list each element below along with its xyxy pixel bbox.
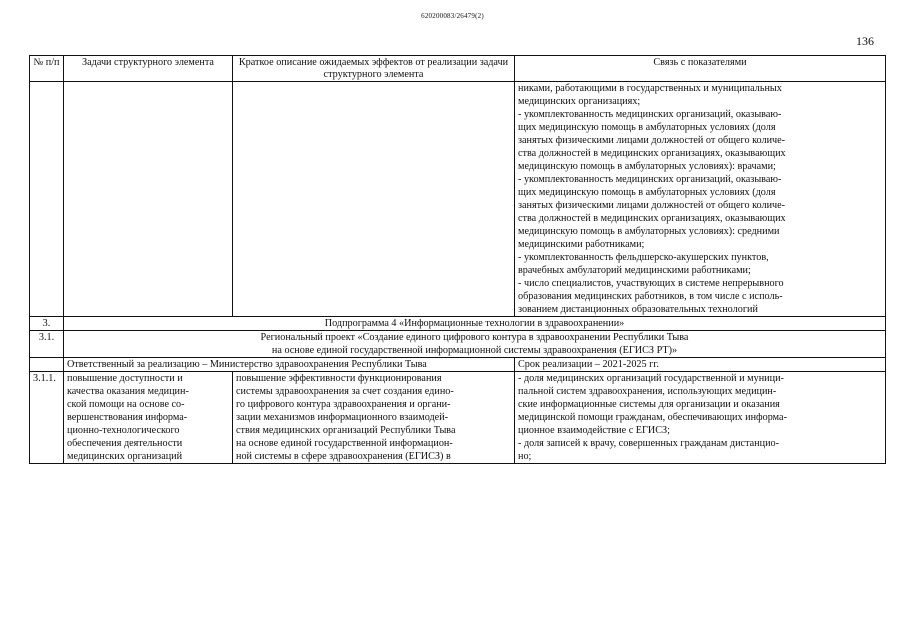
header-link: Связь с показателями <box>515 56 886 82</box>
text-line: ства должностей в медицинских организациях, оказывающих <box>518 148 786 159</box>
header-row <box>30 56 886 82</box>
document-id: 620200083/26479(2) <box>421 12 484 20</box>
text-line: - укомплектованность медицинских организаций, оказываю- <box>518 174 782 185</box>
text-line: медицинскую помощь в амбулаторных условиях): средними <box>518 226 780 237</box>
text-line: - доля записей к врачу, совершенных гражданам дистанцио- <box>518 438 780 449</box>
text-line: зованием дистанционных образовательных технологий <box>518 304 758 315</box>
text-line: ские информационные системы для организации и оказания <box>518 399 780 410</box>
effect-cell <box>233 372 515 464</box>
text-line: ской помощи на основе со- <box>67 399 185 410</box>
text-line: повышение доступности и <box>67 373 183 384</box>
continued-num-cell <box>30 82 64 317</box>
text-line: вершенствования информа- <box>67 412 188 423</box>
text-line: зации механизмов информационного взаимодей- <box>236 412 449 423</box>
text-line: го цифрового контура здравоохранения и органи- <box>236 399 451 410</box>
text-line: Региональный проект «Создание единого цифрового контура в здравоохранении Республики Тыва <box>260 332 689 343</box>
text-line: ционно-технологического <box>67 425 180 436</box>
responsible-num-cell <box>30 358 64 372</box>
subprogram-num: 3. <box>30 317 64 331</box>
text-line: ства должностей в медицинских организациях, оказывающих <box>518 213 786 224</box>
program-table <box>29 55 886 464</box>
text-line: никами, работающими в государственных и муниципальных <box>518 83 782 94</box>
page-number: 136 <box>856 34 874 48</box>
text-line: медицинских организациях; <box>518 96 641 107</box>
text-line: ствия медицинских организаций Республики Тыва <box>236 425 456 436</box>
text-line: системы здравоохранения за счет создания едино- <box>236 386 454 397</box>
text-line: - число специалистов, участвующих в системе непрерывного <box>518 278 784 289</box>
text-line: образования медицинских работников, в том числе с исполь- <box>518 291 783 302</box>
text-line: пальной систем здравоохранения, использующих медицин- <box>518 386 777 397</box>
text-line: но; <box>518 451 532 462</box>
text-line: медицинскую помощь в амбулаторных условиях): врачами; <box>518 161 776 172</box>
continued-link-cell <box>515 82 886 317</box>
text-line: качества оказания медицин- <box>67 386 189 397</box>
subprogram-title: Подпрограмма 4 «Информационные технологии в здравоохранении» <box>64 317 886 331</box>
task-num: 3.1.1. <box>30 372 64 464</box>
task-cell <box>64 372 233 464</box>
project-title <box>64 331 886 358</box>
text-line: ционное взаимодействие с ЕГИСЗ; <box>518 425 670 436</box>
project-row <box>30 331 886 358</box>
header-effects: Краткое описание ожидаемых эффектов от реализации задачи структурного элемента <box>233 56 515 82</box>
project-num: 3.1. <box>30 331 64 358</box>
text-line: - укомплектованность фельдшерско-акушерских пунктов, <box>518 252 769 263</box>
continued-effect-cell <box>233 82 515 317</box>
text-line: врачебных амбулаторий медицинскими работниками; <box>518 265 751 276</box>
responsible-text: Ответственный за реализацию – Министерство здравоохранения Республики Тыва <box>64 358 515 372</box>
header-num: № п/п <box>30 56 64 82</box>
text-line: медицинских организаций <box>67 451 183 462</box>
text-line: - укомплектованность медицинских организаций, оказываю- <box>518 109 782 120</box>
task-row <box>30 372 886 464</box>
text-line: медицинской помощи гражданам, обеспечивающих информа- <box>518 412 787 423</box>
text-line: щих медицинскую помощь в амбулаторных условиях (доля <box>518 187 776 198</box>
term-text: Срок реализации – 2021-2025 гг. <box>515 358 886 372</box>
text-line: на основе единой государственной информационной системы здравоохранения (ЕГИСЗ РТ)» <box>271 345 678 356</box>
text-line: на основе единой государственной информацион- <box>236 438 453 449</box>
continued-task-cell <box>64 82 233 317</box>
text-line: ной системы в сфере здравоохранения (ЕГИСЗ) в <box>236 451 451 462</box>
text-line: медицинскими работниками; <box>518 239 645 250</box>
text-line: щих медицинскую помощь в амбулаторных условиях (доля <box>518 122 776 133</box>
link-cell <box>515 372 886 464</box>
text-line: обеспечения деятельности <box>67 438 183 449</box>
text-line: повышение эффективности функционирования <box>236 373 442 384</box>
text-line: занятых физическими лицами должностей от общего количе- <box>518 200 786 211</box>
text-line: занятых физическими лицами должностей от общего количе- <box>518 135 786 146</box>
header-tasks: Задачи структурного элемента <box>64 56 233 82</box>
subprogram-row <box>30 317 886 331</box>
text-line: - доля медицинских организаций государственной и муници- <box>518 373 784 384</box>
continued-row <box>30 82 886 317</box>
responsible-row <box>30 358 886 372</box>
